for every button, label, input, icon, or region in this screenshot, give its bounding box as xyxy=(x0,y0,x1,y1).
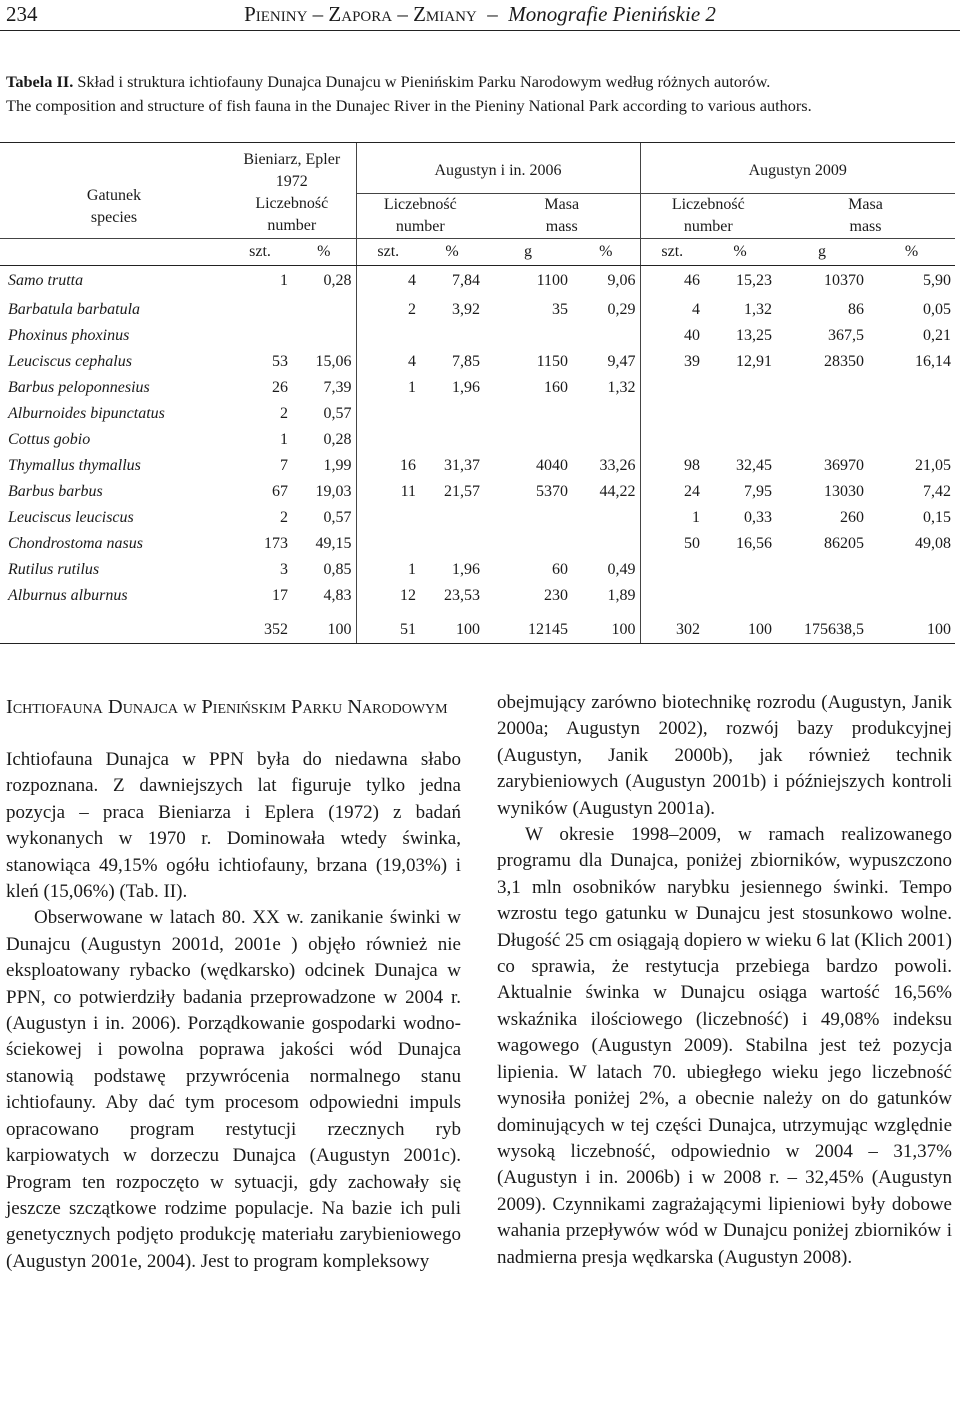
table-cell: 3,92 xyxy=(452,301,480,318)
species-name: Phoxinus phoxinus xyxy=(8,327,130,344)
table-cell: 7 xyxy=(280,457,288,474)
table-cell xyxy=(776,401,868,427)
table-cell: 2 xyxy=(356,297,420,323)
table-cell: 21,57 xyxy=(444,483,480,500)
table-cell: 1 xyxy=(356,375,420,401)
table-cell xyxy=(292,323,356,349)
table-cell xyxy=(704,557,776,583)
table-cell: 12 xyxy=(356,583,420,609)
table-cell: 0,28 xyxy=(323,272,352,290)
table-cell: 260 xyxy=(840,509,864,526)
section-heading: Ichtiofauna Dunajca w Pienińskim Parku Narodowym xyxy=(6,696,448,718)
totals-label xyxy=(0,609,228,644)
table-cell: 2 xyxy=(280,405,288,422)
abundance-label-en: number xyxy=(395,217,445,235)
table-cell xyxy=(356,531,420,557)
table-cell: 7,84 xyxy=(452,272,480,290)
table-cell: 60 xyxy=(552,561,568,578)
table-cell: 4 xyxy=(640,297,704,323)
table-cell: 1 xyxy=(356,557,420,583)
table-cell xyxy=(704,427,776,453)
table-cell: 16,14 xyxy=(915,353,951,370)
table-cell xyxy=(572,505,640,531)
species-name: Barbus barbus xyxy=(8,483,103,500)
total-cell: 100 xyxy=(292,609,356,644)
table-cell: 1,32 xyxy=(607,379,636,396)
table-row xyxy=(0,583,955,609)
table-cell: 5370 xyxy=(536,483,568,500)
species-header xyxy=(0,143,228,238)
table-cell: 49,15 xyxy=(315,535,352,552)
table-cell: 0,15 xyxy=(923,509,951,526)
table-cell: 16 xyxy=(356,453,420,479)
table-cell: 7,42 xyxy=(923,483,951,500)
total-cell: 100 xyxy=(704,609,776,644)
table-cell xyxy=(228,297,292,323)
table-cell xyxy=(356,323,420,349)
table-cell xyxy=(356,427,420,453)
table-cell: 1,99 xyxy=(323,457,352,474)
table-row xyxy=(0,297,955,323)
table-cell: 2 xyxy=(280,509,288,526)
table-row xyxy=(0,453,955,479)
table-cell: 4 xyxy=(356,265,420,297)
table-cell: 50 xyxy=(640,531,704,557)
table-caption-polish: Skład i struktura ichtiofauny Dunajca Dunajcu w Pienińskim Parku Narodowym według różnych autorów. xyxy=(73,72,771,91)
table-row xyxy=(0,505,955,531)
unit-cell: g xyxy=(776,238,868,265)
table-cell: 1150 xyxy=(536,353,568,370)
table-cell: 17 xyxy=(272,587,288,604)
table-cell: 10370 xyxy=(824,272,864,290)
source-bieniarz-header xyxy=(228,143,356,193)
table-cell: 367,5 xyxy=(828,327,864,344)
total-cell: 100 xyxy=(420,609,484,644)
total-cell: 352 xyxy=(228,609,292,644)
source-augustyn-2006-header: Augustyn i in. 2006 xyxy=(356,143,640,193)
table-cell: 13,25 xyxy=(736,327,772,344)
table-cell xyxy=(420,401,484,427)
table-cell: 40 xyxy=(640,323,704,349)
table-cell xyxy=(484,323,572,349)
table-cell: 53 xyxy=(272,353,288,370)
table-cell: 33,26 xyxy=(599,457,636,474)
species-name: Rutilus rutilus xyxy=(8,561,100,578)
unit-cell: % xyxy=(704,238,776,265)
table-cell: 19,03 xyxy=(315,483,352,500)
table-cell xyxy=(776,375,868,401)
species-name: Thymallus thymallus xyxy=(8,457,141,474)
table-row xyxy=(0,349,955,375)
table-cell: 31,37 xyxy=(444,457,480,474)
table-cell: 230 xyxy=(544,587,568,604)
table-cell xyxy=(640,583,704,609)
abundance-label-en: number xyxy=(683,217,733,235)
table-cell: 49,08 xyxy=(915,535,951,552)
species-name: Leuciscus leuciscus xyxy=(8,509,134,526)
table-cell: 0,05 xyxy=(923,301,951,318)
mass-label-en: mass xyxy=(545,217,578,235)
species-name: Alburnus alburnus xyxy=(8,587,128,604)
table-row xyxy=(0,375,955,401)
table-cell: 9,06 xyxy=(607,272,636,290)
table-row xyxy=(0,265,955,297)
table-cell: 1,96 xyxy=(452,379,480,396)
total-cell: 100 xyxy=(572,609,640,644)
table-cell: 4,83 xyxy=(323,587,352,604)
table-cell xyxy=(868,583,955,609)
table-cell xyxy=(572,427,640,453)
species-name: Barbus peloponnesius xyxy=(8,379,150,396)
total-cell: 302 xyxy=(640,609,704,644)
table-cell xyxy=(704,583,776,609)
table-cell: 15,06 xyxy=(315,353,352,370)
species-name: Leuciscus cephalus xyxy=(8,353,132,370)
table-cell: 0,29 xyxy=(607,301,636,318)
paragraph: Obserwowane w latach 80. XX w. zanikanie świnki w Dunajcu (Augustyn 2001d, 2001e ) objęło również nie eksploatowany rybacko (wędkarsko) odcinek Dunajca w PPN, co potwierdziły badania przeprowadzone w 2004 r. (Augustyn i in. 2006). Porządkowanie gospodarki wodno-ściekowej i powolna poprawa jakości wód Dunajca stanowią podstawę przywrócenia normalnego stanu ichtiofauny. Aby dać tym procesom odpowiedni impuls opracowano program restytucji rzecznych ryb karpiowatych w dorzeczu Dunajca (Augustyn 2001c). Program ten rozpoczęto w sytuacji, gdy zachowały się jeszcze szczątkowe rodzime populacje. Na bazie ich puli genetycznych podjęto produkcję materiału zarybieniowego (Augustyn 2001e, 2004). Jest to program kompleksowy xyxy=(6,907,461,1272)
table-cell: 16,56 xyxy=(736,535,772,552)
table-cell xyxy=(776,557,868,583)
table-cell xyxy=(868,427,955,453)
mass-header-1 xyxy=(484,193,640,238)
table-cell: 1,32 xyxy=(744,301,772,318)
units-row-blank xyxy=(0,238,228,265)
abundance-header-1 xyxy=(228,193,356,238)
table-cell: 35 xyxy=(552,301,568,318)
table-cell: 0,85 xyxy=(323,561,352,578)
table-cell: 0,28 xyxy=(323,431,352,448)
unit-cell: % xyxy=(868,238,955,265)
table-cell: 0,21 xyxy=(923,327,951,344)
totals-row xyxy=(0,609,955,644)
species-name: Chondrostoma nasus xyxy=(8,535,143,552)
table-cell: 5,90 xyxy=(923,272,951,290)
table-cell xyxy=(572,531,640,557)
running-head xyxy=(0,0,960,31)
total-cell: 51 xyxy=(356,609,420,644)
unit-cell: % xyxy=(420,238,484,265)
table-cell: 1 xyxy=(280,272,288,290)
table-cell xyxy=(420,531,484,557)
table-cell xyxy=(868,375,955,401)
table-cell xyxy=(776,583,868,609)
table-row xyxy=(0,557,955,583)
unit-cell: % xyxy=(572,238,640,265)
table-cell: 9,47 xyxy=(607,353,636,370)
table-row xyxy=(0,401,955,427)
unit-cell: szt. xyxy=(640,238,704,265)
table-cell xyxy=(640,557,704,583)
mass-header-2 xyxy=(776,193,955,238)
paragraph: obejmujący zarówno biotechnikę rozrodu (Augustyn, Janik 2000a; Augustyn 2002), rozwój bazy produkcyjnej (Augustyn, Janik 2000b), jak również technik zarybieniowych (Augustyn 2001b) i późniejszych kontroli wyników (Augustyn 2001a). xyxy=(497,692,952,819)
mass-label-pl: Masa xyxy=(544,195,580,213)
running-title-series: Pieniny – Zapora – Zmiany xyxy=(244,2,477,26)
fish-fauna-table xyxy=(0,142,955,644)
running-title-monograph: Monografie Pienińskie 2 xyxy=(508,2,716,26)
right-text-column xyxy=(497,690,952,1271)
table-cell: 160 xyxy=(544,379,568,396)
table-cell xyxy=(868,557,955,583)
table-cell xyxy=(356,401,420,427)
total-cell: 12145 xyxy=(484,609,572,644)
table-cell: 86205 xyxy=(824,535,864,552)
table-cell: 4 xyxy=(356,349,420,375)
unit-cell: szt. xyxy=(356,238,420,265)
table-cell: 32,45 xyxy=(736,457,772,474)
table-cell xyxy=(640,401,704,427)
running-title-separator: – xyxy=(482,2,504,26)
table-cell xyxy=(420,505,484,531)
paragraph: Ichtiofauna Dunajca w PPN była do niedawna słabo rozpoznana. Z dawniejszych lat figuruje tylko jedna pozycja – praca Bieniarza i Eplera (1972) z badań wykonanych w 1970 r. Dominowała wtedy świnka, stanowiąca 49,15% ogółu ichtiofauny, brzana (19,03%) i kleń (15,06%) (Tab. II). xyxy=(6,749,461,903)
table-cell xyxy=(868,401,955,427)
table-cell: 46 xyxy=(640,265,704,297)
species-name: Cottus gobio xyxy=(8,431,91,448)
table-cell: 1100 xyxy=(536,272,568,290)
table-cell: 44,22 xyxy=(599,483,636,500)
table-cell: 23,53 xyxy=(444,587,480,604)
table-cell: 173 xyxy=(264,535,288,552)
table-cell xyxy=(420,323,484,349)
table-cell: 1,89 xyxy=(607,587,636,604)
table-row xyxy=(0,323,955,349)
table-cell: 36970 xyxy=(824,457,864,474)
table-cell xyxy=(292,297,356,323)
table-cell: 1 xyxy=(640,505,704,531)
table-cell xyxy=(484,505,572,531)
abundance-header-3 xyxy=(640,193,776,238)
table-cell: 13030 xyxy=(824,483,864,500)
total-cell: 175638,5 xyxy=(776,609,868,644)
left-text-column xyxy=(6,690,461,1275)
abundance-label-en: number xyxy=(267,217,317,235)
table-cell: 67 xyxy=(272,483,288,500)
page-number: 234 xyxy=(6,2,38,26)
table-cell xyxy=(572,323,640,349)
species-header-pl: Gatunek xyxy=(86,187,142,204)
table-cell: 1 xyxy=(280,431,288,448)
table-cell: 0,57 xyxy=(323,405,352,422)
table-cell: 24 xyxy=(640,479,704,505)
units-row xyxy=(0,238,955,265)
mass-label-pl: Masa xyxy=(848,195,883,213)
fish-table-body xyxy=(0,265,955,644)
table-cell: 4040 xyxy=(536,457,568,474)
table-caption-label: Tabela II. xyxy=(6,72,74,91)
species-name: Barbatula barbatula xyxy=(8,301,141,318)
table-caption xyxy=(6,70,956,118)
species-name: Samo trutta xyxy=(8,272,84,290)
paragraph: W okresie 1998–2009, w ramach realizowanego programu dla Dunajca, poniżej zbiorników, wypuszczono 3,1 mln osobników narybku jesiennego świnki. Tempo wzrostu tego gatunku w Dunajcu jest stosunkowo wolne. Długość 25 cm osiągają dopiero w wieku 6 lat (Klich 2001) co sprawia, że restytucja przebiega bardzo powoli. Aktualnie świnka w Dunajcu osiąga wartość 16,56% wskaźnika ilościowego (liczebność) i 49,08% indeksu wagowego (Augustyn 2009). Stabilna jest też pozycja lipienia. W latach 70. ubiegłego wieku jego liczebność wynosiła poniżej 2%, a obecnie należy on do gatunków dominujących w tej części Dunajca, utrzymując względnie wysoką liczebność, odpowiednio w 2004 – 31,37% (Augustyn i in. 2006b) i w 2008 r. – 32,45% (Augustyn 2009). Czynnikami zagrażającymi lipieniowi były dobowe wahania przepływów wód w Dunajcu poniżej zbiorników i nadmierna presja wędkarska (Augustyn 2008). xyxy=(497,824,952,1268)
table-cell xyxy=(640,375,704,401)
table-cell xyxy=(484,427,572,453)
unit-cell: g xyxy=(484,238,572,265)
table-row xyxy=(0,531,955,557)
table-cell: 15,23 xyxy=(736,272,772,290)
table-cell xyxy=(776,427,868,453)
table-row xyxy=(0,427,955,453)
running-title xyxy=(0,2,960,27)
table-cell: 7,39 xyxy=(323,379,352,396)
table-cell: 0,33 xyxy=(744,509,772,526)
table-cell xyxy=(640,427,704,453)
table-caption-english: The composition and structure of fish fauna in the Dunajec River in the Pieniny National Park according to various authors. xyxy=(6,96,812,115)
table-cell: 7,85 xyxy=(452,353,480,370)
table-cell xyxy=(420,427,484,453)
unit-cell: szt. xyxy=(228,238,292,265)
table-cell: 98 xyxy=(640,453,704,479)
abundance-label-pl: Liczebność xyxy=(255,195,329,213)
unit-cell: % xyxy=(292,238,356,265)
table-cell: 0,57 xyxy=(323,509,352,526)
table-cell: 26 xyxy=(272,379,288,396)
table-cell xyxy=(704,375,776,401)
table-cell: 86 xyxy=(848,301,864,318)
table-row xyxy=(0,479,955,505)
table-cell: 3 xyxy=(280,561,288,578)
species-header-en: species xyxy=(90,209,138,226)
table-cell xyxy=(356,505,420,531)
abundance-header-2 xyxy=(356,193,484,238)
table-cell: 28350 xyxy=(824,353,864,370)
abundance-label-pl: Liczebność xyxy=(383,195,457,213)
table-cell xyxy=(704,401,776,427)
table-cell: 0,49 xyxy=(607,561,636,578)
abundance-label-pl: Liczebność xyxy=(671,195,745,213)
source-bieniarz-year: 1972 xyxy=(275,173,308,190)
table-cell: 11 xyxy=(356,479,420,505)
table-cell: 1,96 xyxy=(452,561,480,578)
mass-label-en: mass xyxy=(849,217,882,235)
table-cell: 21,05 xyxy=(915,457,951,474)
table-cell: 39 xyxy=(640,349,704,375)
source-bieniarz-authors: Bieniarz, Epler xyxy=(243,151,341,168)
table-cell xyxy=(228,323,292,349)
table-cell: 12,91 xyxy=(736,353,772,370)
table-cell xyxy=(484,531,572,557)
table-cell xyxy=(484,401,572,427)
species-name: Alburnoides bipunctatus xyxy=(8,405,165,422)
source-augustyn-2009-header: Augustyn 2009 xyxy=(640,143,955,193)
table-cell: 7,95 xyxy=(744,483,772,500)
table-cell xyxy=(572,401,640,427)
total-cell: 100 xyxy=(868,609,955,644)
